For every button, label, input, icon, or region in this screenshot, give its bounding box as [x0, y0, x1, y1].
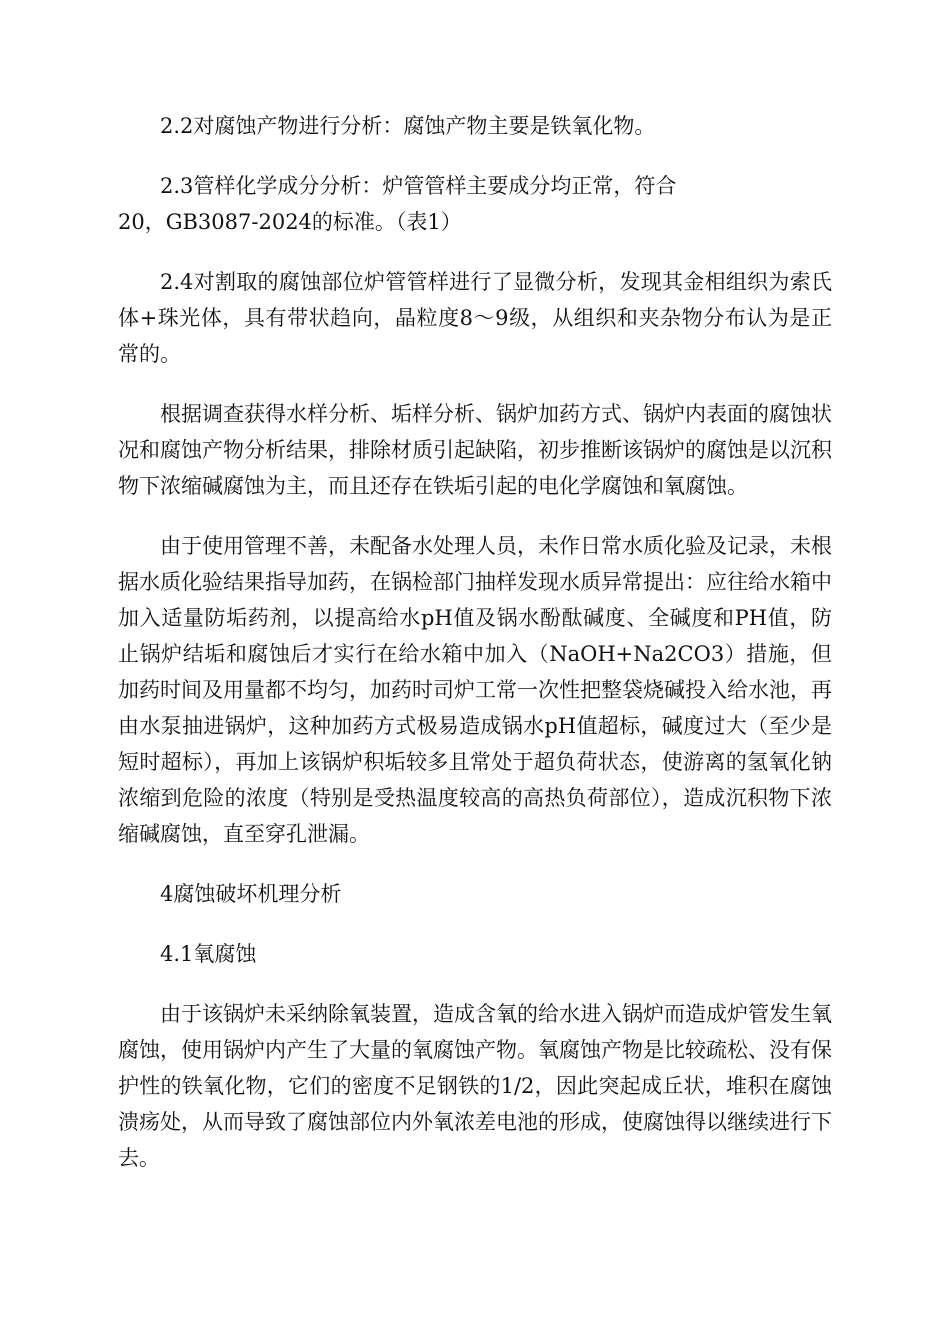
- document-page: [118, 108, 832, 1200]
- paragraph-2-3-line-1: 2.3管样化学成分分析：炉管管样主要成分均正常，符合: [160, 174, 677, 198]
- paragraph-2-3: [118, 168, 832, 240]
- paragraph-2-3-line-2: 20，GB3087-2024的标准。（表1）: [118, 210, 462, 234]
- paragraph-2-4: 2.4对割取的腐蚀部位炉管管样进行了显微分析，发现其金相组织为索氏体+珠光体，具有带状趋向，晶粒度8～9级，从组织和夹杂物分布认为是正常的。: [118, 270, 832, 366]
- section-heading-4-1: 4.1氧腐蚀: [160, 942, 257, 966]
- paragraph-2-2: 2.2对腐蚀产物进行分析：腐蚀产物主要是铁氧化物。: [160, 114, 656, 138]
- paragraph-conclusion: 根据调查获得水样分析、垢样分析、锅炉加药方式、锅炉内表面的腐蚀状况和腐蚀产物分析结果，排除材质引起缺陷，初步推断该锅炉的腐蚀是以沉积物下浓缩碱腐蚀为主，而且还存在铁垢引起的电化学腐蚀和氧腐蚀。: [118, 402, 832, 498]
- paragraph-management: 由于使用管理不善，未配备水处理人员，未作日常水质化验及记录，未根据水质化验结果指导加药，在锅检部门抽样发现水质异常提出：应往给水箱中加入适量防垢药剂，以提高给水pH值及锅水酚酞碱度、全碱度和PH值，防止锅炉结垢和腐蚀后才实行在给水箱中加入（NaOH+Na2CO3）措施，但加药时间及用量都不均匀，加药时司炉工常一次性把整袋烧碱投入给水池，再由水泵抽进锅炉，这种加药方式极易造成锅水pH值超标，碱度过大（至少是短时超标），再加上该锅炉积垢较多且常处于超负荷状态，使游离的氢氧化钠浓缩到危险的浓度（特别是受热温度较高的高热负荷部位），造成沉积物下浓缩碱腐蚀，直至穿孔泄漏。: [118, 534, 832, 846]
- paragraph-oxygen-corrosion: 由于该锅炉未采纳除氧装置，造成含氧的给水进入锅炉而造成炉管发生氧腐蚀，使用锅炉内产生了大量的氧腐蚀产物。氧腐蚀产物是比较疏松、没有保护性的铁氧化物，它们的密度不足钢铁的1/2，因此突起成丘状，堆积在腐蚀溃疡处，从而导致了腐蚀部位内外氧浓差电池的形成，使腐蚀得以继续进行下去。: [118, 1002, 832, 1170]
- section-heading-4: 4腐蚀破坏机理分析: [160, 882, 342, 906]
